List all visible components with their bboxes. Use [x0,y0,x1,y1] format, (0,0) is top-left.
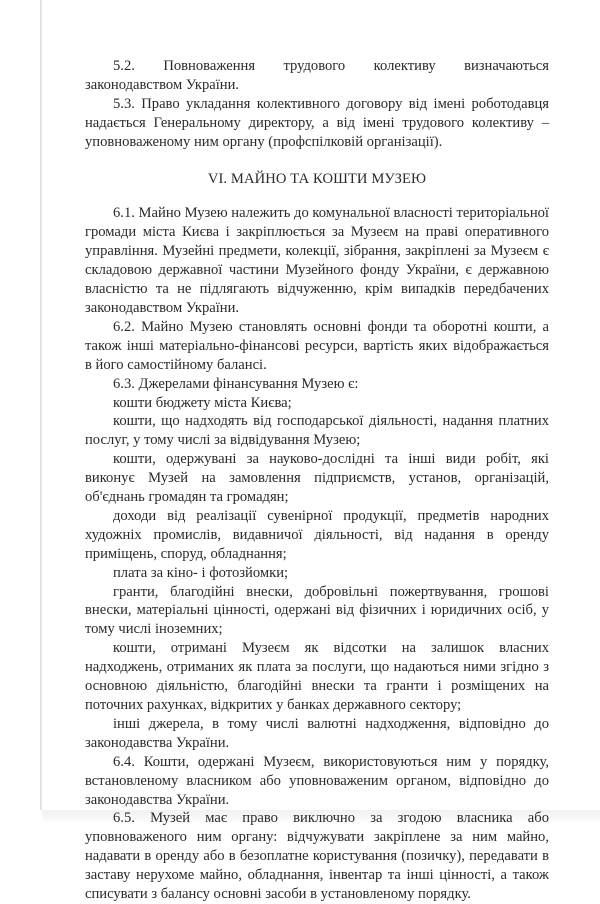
funding-source-interest: кошти, отримані Музеєм як відсотки на залишок власних надходжень, отриманих як плата за послуги, що надаються ними згідно з основною діяльністю, благодійні внески та гранти і розміщених на поточних рахунках, відкритих у банках державного сектору; [85,640,549,713]
funding-source-filming-fees: плата за кіно- і фотозйомки; [113,564,289,581]
funding-source-city-budget: кошти бюджету міста Києва; [113,394,292,411]
funding-source-other: інші джерела, в тому числі валютні надходження, відповідно до законодавства України. [85,715,549,751]
paragraph-5-2: 5.2. Повноваження трудового колективу визначаються законодавством України. [85,58,549,93]
paragraph-5-3: 5.3. Право укладання колективного договору від імені роботодавця надається Генеральному директору, а від імені трудового колективу – уповноваженому ним органу (профспілковій організації). [85,95,549,150]
document-page [85,57,549,904]
paragraph-6-2: 6.2. Майно Музею становлять основні фонди та оборотні кошти, а також інші матеріально-фінансові ресурси, вартість яких відображається в його самостійному балансі. [85,318,549,373]
funding-source-business-activity: кошти, що надходять від господарської діяльності, надання платних послуг, у тому числі за відвідування Музею; [85,413,549,449]
paragraph-6-3: 6.3. Джерелами фінансування Музею є: [113,375,359,392]
scan-page-edge [40,0,42,810]
paragraph-6-4: 6.4. Кошти, одержані Музеєм, використовуються ним у порядку, встановленому власником або уповноваженим органом, відповідно до законодавства України. [85,753,549,808]
paragraph-6-5: 6.5. Музей має право виключно за згодою власника або уповноваженого ним органу: відчужувати закріплене за ним майно, надавати в оренду або в безоплатне користування (позичку), передавати в заставу нерухоме майно, обладнання, інвентар та інші цінності, а також списувати з балансу основні засоби в установленому порядку. [85,810,549,903]
paragraph-6-1: 6.1. Майно Музею належить до комунальної власності територіальної громади міста Києва і закріплюється за Музеєм на праві оперативного управління. Музейні предмети, колекції, зібрання, закріплені за Музеєм є складовою державної частини Музейного фонду України, є державною власністю та не підлягають відчуженню, крім випадків передбачених законодавством України. [85,205,549,316]
funding-source-research-works: кошти, одержувані за науково-дослідні та інші види робіт, які виконує Музей на замовлення підприємств, установ, організацій, об'єднань громадян та громадян; [85,451,549,506]
funding-source-grants-donations: гранти, благодійні внески, добровільні пожертвування, грошові внески, матеріальні цінності, одержані від фізичних і юридичних осіб, у тому числі іноземних; [85,583,549,638]
funding-source-souvenir-sales: доходи від реалізації сувенірної продукції, предметів народних художніх промислів, видавничої діяльності, від надання в оренду приміщень, споруд, обладнання; [85,507,549,562]
section-heading: VI. МАЙНО ТА КОШТИ МУЗЕЮ [207,170,427,187]
